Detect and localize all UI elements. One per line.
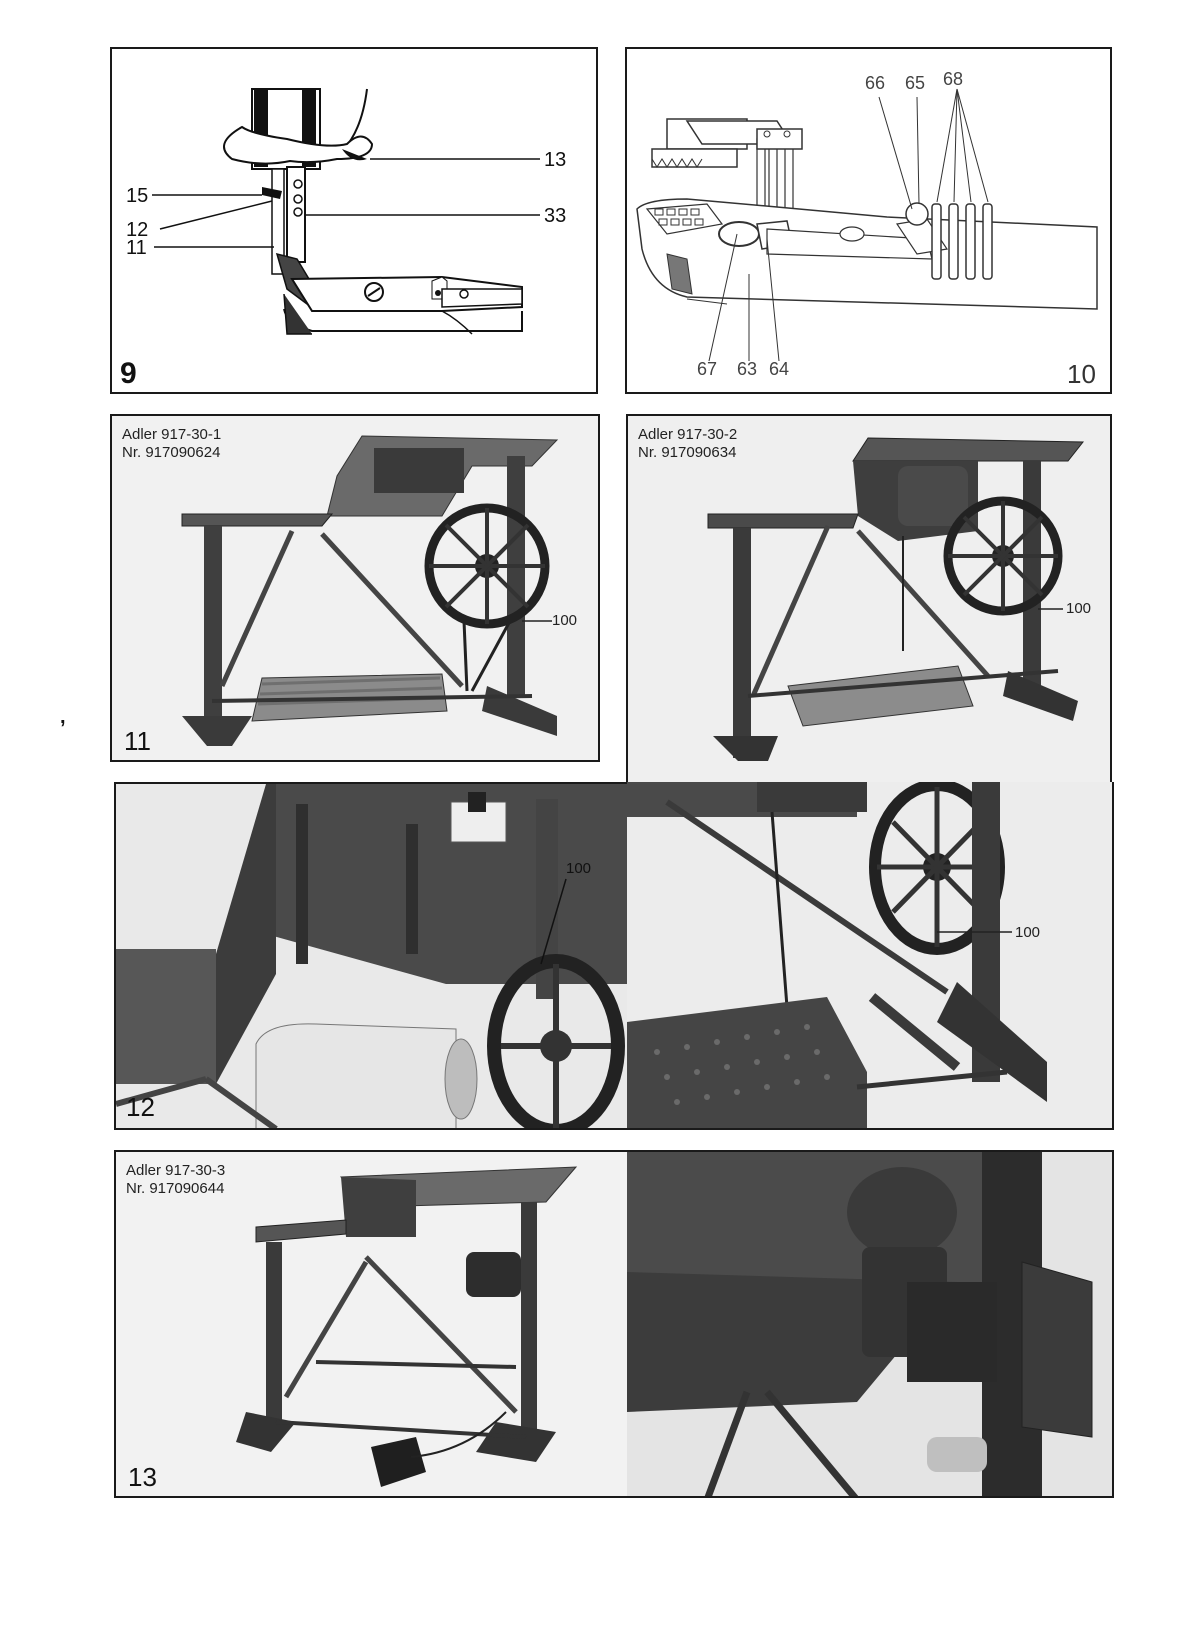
figure-number: 12	[126, 1092, 155, 1122]
callout-11: 11	[126, 237, 147, 259]
model-label: Adler 917-30-1	[122, 426, 222, 443]
figure-13-right	[627, 1150, 1114, 1498]
model-label: Adler 917-30-2	[638, 426, 738, 443]
figure-11	[110, 414, 600, 762]
figure-12-photo	[116, 784, 628, 1130]
figure-9-drawing	[112, 49, 598, 394]
figure-13-photo	[116, 1152, 628, 1498]
figure-11-right-photo	[628, 416, 1112, 782]
callout-100: 100	[1066, 600, 1092, 617]
callout-100: 100	[1015, 924, 1041, 941]
callout-13: 13	[544, 149, 567, 171]
figure-number: 10	[1067, 359, 1096, 389]
figure-11-right	[626, 414, 1112, 782]
figure-12-right	[627, 782, 1114, 1130]
callout-100: 100	[552, 612, 578, 629]
callout-15: 15	[126, 185, 149, 207]
figure-number: 13	[128, 1462, 157, 1492]
figure-10	[625, 47, 1112, 394]
figure-number: 9	[120, 357, 137, 390]
part-number: Nr. 917090624	[122, 444, 221, 461]
callout-68: 68	[943, 69, 964, 89]
figure-10-drawing	[627, 49, 1112, 394]
stray-mark: ,	[60, 706, 66, 728]
figure-12	[114, 782, 628, 1130]
callout-64: 64	[769, 359, 790, 379]
figure-9	[110, 47, 598, 394]
figure-11-photo	[112, 416, 600, 762]
model-label: Adler 917-30-3	[126, 1162, 226, 1179]
callout-33: 33	[544, 205, 567, 227]
callout-65: 65	[905, 73, 926, 93]
callout-63: 63	[737, 359, 758, 379]
figure-12-right-photo	[627, 782, 1114, 1130]
figure-13-right-photo	[627, 1152, 1114, 1498]
figure-13	[114, 1150, 628, 1498]
part-number: Nr. 917090634	[638, 444, 737, 461]
figure-number: 11	[124, 726, 151, 756]
callout-67: 67	[697, 359, 718, 379]
callout-66: 66	[865, 73, 886, 93]
part-number: Nr. 917090644	[126, 1180, 225, 1197]
callout-12: 12	[126, 219, 149, 241]
callout-100: 100	[566, 860, 592, 877]
